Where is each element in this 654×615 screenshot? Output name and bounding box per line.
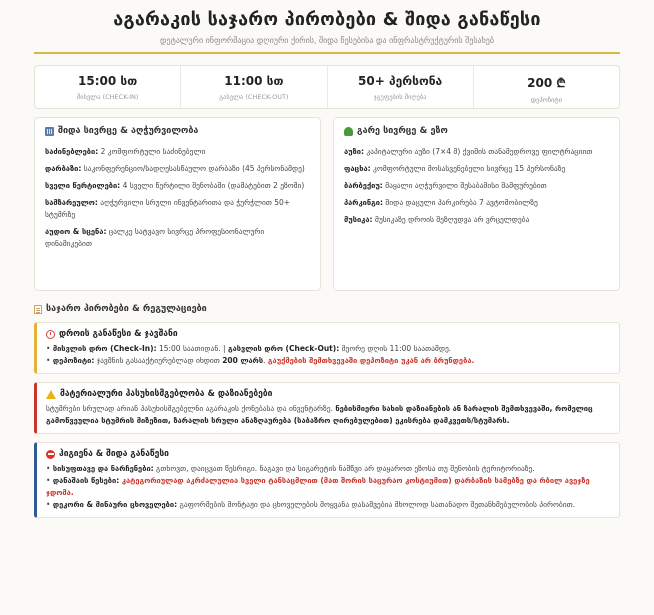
bullet-label: სისუფთავე და ნარჩენები:: [52, 464, 154, 473]
paragraph-bold: ნებისმიერი სახის დაზიანების ან ზარალის შემთხვევაში, რომელიც გამოწვეულია სტუმრის მიზეზით, ზარალის სრული ანაზღაურება (საბაზრო ღირებულებით) ეკისრება დამკვეთს/სტუმარს.: [46, 404, 593, 425]
line-text: ცალკე სატვავო სივრცე პროფესიონალური დინამიკებით: [45, 227, 265, 248]
building-icon: [45, 127, 54, 136]
exterior-line: [344, 146, 609, 158]
deposit-warning: გაუქმების შემთხვევაში დეპოზიტი უკან არ ბრუნდება.: [267, 356, 475, 365]
line-label: აუზი:: [344, 147, 364, 156]
bullet-warning: კატეგორიულად აკრძალულია სველი ტანსაცმლით (მათ შორის საცურაო კოსტიუმით) დარბაზის სამებზე და რბილ ავეჯზე ჯდომა.: [46, 476, 590, 497]
line-label: სამზარეულო:: [45, 198, 98, 207]
line-label: საძინებლები:: [45, 147, 99, 156]
page-subtitle: დეტალური ინფორმაცია დღიური ქირის, შიდა წესებისა და ინფრასტრუქტურის შესახებ: [160, 36, 494, 45]
hygiene-bullet-cleanliness: • სისუფთავე და ნარჩენები: გთხოვთ, დაიცვათ წესრიგი. ნაგავი და სიგარეტის ნამწვი არ დაყაროთ ეზოსა თუ შენობის ტერიტორიაზე.: [46, 464, 535, 473]
memo-icon: [34, 305, 42, 314]
bullet-text: მეორე დღის 11:00 საათამდე.: [339, 344, 452, 353]
interior-title-text: შიდა სივრცე & აღჭურვილობა: [58, 126, 199, 136]
time-notice: [34, 322, 620, 374]
time-bullet-checkin: • მისვლის დრო (Check-In): 15:00 საათიდან. | გასვლის დრო (Check-Out): მეორე დღის 11:00 საათამდე.: [46, 344, 452, 353]
line-label: აუდიო & სცენა:: [45, 227, 107, 236]
clock-icon: [46, 330, 55, 339]
stat-label: მისვლა (CHECK-IN): [76, 93, 139, 101]
bullet-text: გთხოვთ, დაიცვათ წესრიგი. ნაგავი და სიგარეტის ნამწვი არ დაყაროთ ეზოსა თუ შენობის ტერიტორიაზე.: [153, 464, 535, 473]
exterior-card: [333, 117, 620, 291]
tree-icon: [344, 127, 353, 136]
interior-card: [34, 117, 321, 291]
stat-deposit: [474, 66, 619, 108]
rules-section-title: [34, 304, 620, 314]
stat-label: დეპოზიტი: [530, 96, 562, 104]
header: [34, 6, 620, 54]
stat-check-out: [181, 66, 327, 108]
stat-value: 50+ პერსონა: [358, 74, 443, 88]
hygiene-bullet-rules: • დანაშაის წესები: კატეგორიულად აკრძალულია სველი ტანსაცმლით (მათ შორის საცურაო კოსტიუმით) დარბაზის სამებზე და რბილ ავეჯზე ჯდომა.: [46, 476, 590, 497]
interior-line: [45, 180, 310, 192]
paragraph-text: სტუმრები სრულად არიან პასუხისმგებელნი აგარაკის ქონებასა და ინვენტარზე.: [46, 404, 336, 413]
stat-value: 15:00 სთ: [78, 74, 138, 88]
exterior-line: [344, 214, 609, 226]
hygiene-notice-title: [46, 449, 610, 459]
line-text: აღჭურვილი სრული ინვენტარითა და ჭურჭლით 50+ სტუმრზე: [45, 198, 291, 219]
exterior-title-text: გარე სივრცე & ეზო: [357, 126, 448, 136]
bullet-text: გაფორმების მონტაჟი და ცხოველების მოყვანა დასაშვებია მხოლოდ სათანადო შეთანხმებულობის პირობით.: [177, 500, 576, 509]
exterior-line: [344, 197, 609, 209]
stat-value: 200 ₾: [527, 76, 566, 90]
bullet-text: 15:00 საათიდან. |: [156, 344, 228, 353]
time-bullet-deposit: • დეპოზიტი: ჯავშნის გასააქტიურებლად იხდით 200 ლარს. გაუქმების შემთხვევაში დეპოზიტი უკან არ ბრუნდება.: [46, 356, 475, 365]
line-label: პარკინგი:: [344, 198, 384, 207]
time-notice-title: [46, 329, 610, 339]
stat-check-in: [35, 66, 181, 108]
deposit-amount: 200 ლარს: [222, 356, 264, 365]
line-label: ფაცხა:: [344, 164, 371, 173]
rules-section-text: საჯარო პირობები & რეგულაციები: [46, 304, 207, 314]
exterior-line: [344, 180, 609, 192]
line-label: დარბაზი:: [45, 164, 82, 173]
exterior-line: [344, 163, 609, 175]
stat-label: ჯგუფების მიღება: [373, 93, 427, 101]
line-label: მუსიკა:: [344, 215, 373, 224]
warning-icon: [46, 390, 56, 399]
interior-line: [45, 197, 310, 221]
line-text: საკონფერენციო/სადღესასწაულო დარბაზი (45 პერსონამდე): [81, 164, 305, 173]
bullet-label: დეკორი & მინაური ცხოველები:: [52, 500, 178, 509]
bullet-label: დანაშაის წესები:: [52, 476, 120, 485]
interior-card-title: [45, 126, 310, 136]
interior-line: [45, 226, 310, 250]
time-notice-title-text: დროის განაწესი & ჯავშანი: [59, 329, 178, 339]
line-text: შიდა დაცული პარკირება 7 ავტომობილზე: [383, 198, 538, 207]
liability-notice-title: [46, 389, 610, 399]
bullet-text: ჯავშნის გასააქტიურებლად იხდით: [94, 356, 223, 365]
stat-label: გასვლა (CHECK-OUT): [219, 93, 289, 101]
liability-notice-title-text: მატერიალური პასუხისმგებლობა & დაზიანებები: [60, 389, 273, 399]
interior-line: [45, 163, 310, 175]
line-text: მუსიკაზე დროის შეზღუდვა არ ვრცელდება: [372, 215, 530, 224]
hygiene-bullet-decor-pets: • დეკორი & მინაური ცხოველები: გაფორმების მონტაჟი და ცხოველების მოყვანა დასაშვებია მხოლოდ სათანადო შეთანხმებულობის პირობით.: [46, 500, 576, 509]
bullet-text: .: [263, 356, 268, 365]
exterior-card-title: [344, 126, 609, 136]
line-text: 2 კომფორტული საძინებელი: [98, 147, 206, 156]
hygiene-notice-title-text: ჰიგიენა & შიდა განაწესი: [59, 449, 169, 459]
line-label: ბარბექიუ:: [344, 181, 383, 190]
line-text: კომფორტული მოსასვენებელი სივრცე 15 პერსონაზე: [370, 164, 566, 173]
hygiene-notice: [34, 442, 620, 518]
prohibited-icon: [46, 450, 55, 459]
header-divider: [34, 52, 620, 54]
stats-bar: [34, 65, 620, 109]
page-title: აგარაკის საჯარო პირობები & შიდა განაწესი: [113, 9, 541, 30]
stat-value: 11:00 სთ: [224, 74, 284, 88]
liability-notice: [34, 382, 620, 434]
bullet-label: გასვლის დრო (Check-Out):: [227, 344, 340, 353]
liability-paragraph: [46, 403, 610, 427]
line-label: სველი წერტილები:: [45, 181, 121, 190]
stat-group-size: [328, 66, 474, 108]
bullet-label: მისვლის დრო (Check-In):: [52, 344, 157, 353]
line-text: 4 სველი წერტილი შენობაში (დამატებით 2 ეზოში): [120, 181, 305, 190]
amenities-columns: [34, 117, 620, 291]
interior-line: [45, 146, 310, 158]
line-text: მაყალი აღჭურვილი შესაბამისი შამფურებით: [382, 181, 547, 190]
bullet-label: დეპოზიტი:: [52, 356, 95, 365]
line-text: კაპიტალური აუზი (7×4 მ) ქვიშის თანამედროვე ფილტრაციით: [363, 147, 593, 156]
